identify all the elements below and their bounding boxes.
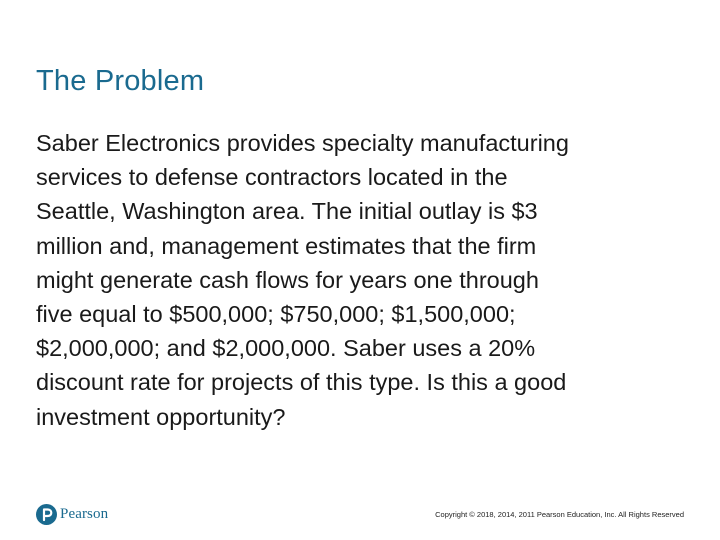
body-line: $2,000,000; and $2,000,000. Saber uses a 20% xyxy=(36,335,536,362)
pearson-logo-icon xyxy=(36,504,57,525)
body-line: services to defense contractors located in the xyxy=(36,164,508,191)
copyright-notice: Copyright © 2018, 2014, 2011 Pearson Education, Inc. All Rights Reserved xyxy=(435,510,684,519)
body-line: million and, management estimates that the firm xyxy=(36,232,537,259)
slide-title: The Problem xyxy=(36,65,205,97)
body-line: might generate cash flows for years one through xyxy=(36,266,539,293)
body-line: discount rate for projects of this type. Is this a good xyxy=(36,369,567,396)
slide-body xyxy=(36,126,686,434)
body-line: investment opportunity? xyxy=(36,403,286,430)
pearson-logo-text: Pearson xyxy=(60,505,109,522)
body-line: five equal to $500,000; $750,000; $1,500,000; xyxy=(36,301,516,328)
body-line: Seattle, Washington area. The initial outlay is $3 xyxy=(36,198,538,225)
body-line: Saber Electronics provides specialty manufacturing xyxy=(36,130,569,156)
pearson-logo xyxy=(36,503,108,525)
